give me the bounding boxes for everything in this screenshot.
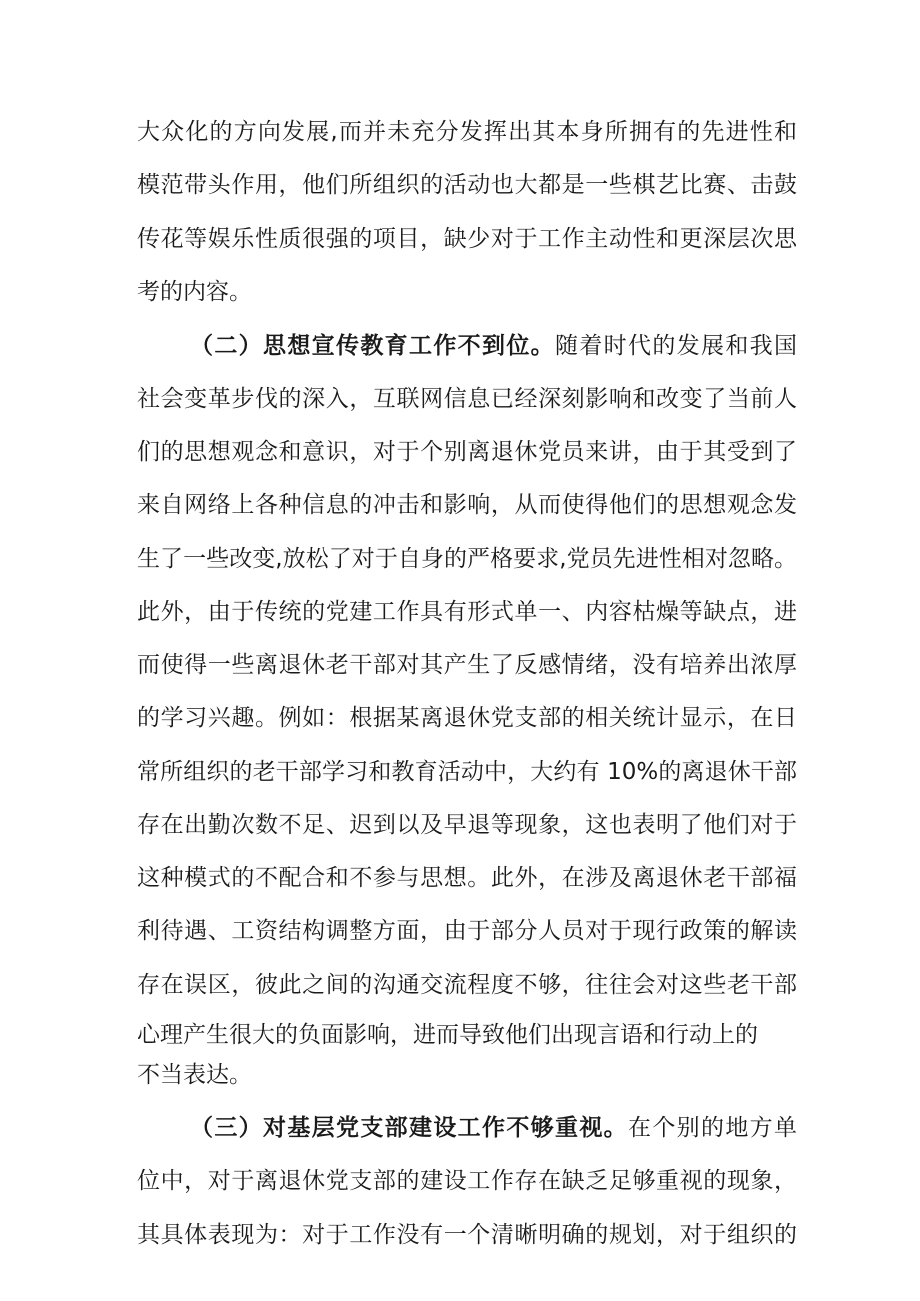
paragraph-2-line-4: 来自网络上各种信息的冲击和影响，从而使得他们的思想观念发 [137,492,797,518]
paragraph-2-line-12: 利待遇、工资结构调整方面，由于部分人员对于现行政策的解读 [137,918,797,944]
paragraph-2-line-5: 生了一些改变,放松了对于自身的严格要求,党员先进性相对忽略。 [137,546,797,572]
paragraph-2-line-9: 常所组织的老干部学习和教育活动中，大约有 10%的离退休干部 [137,759,797,785]
paragraph-1-line-2: 模范带头作用，他们所组织的活动也大都是一些棋艺比赛、击鼓 [137,172,797,198]
paragraph-2-line-13: 存在误区，彼此之间的沟通交流程度不够，往往会对这些老干部 [137,972,797,998]
paragraph-2-line-3: 们的思想观念和意识，对于个别离退休党员来讲，由于其受到了 [137,439,797,465]
paragraph-3-line-2: 位中，对于离退休党支部的建设工作存在缺乏足够重视的现象， [137,1168,797,1194]
paragraph-2-first-line [190,331,797,361]
paragraph-2-line-11: 这种模式的不配合和不参与思想。此外，在涉及离退休老干部福 [137,865,797,891]
paragraph-1-line-1: 大众化的方向发展,而并未充分发挥出其本身所拥有的先进性和 [137,119,797,145]
paragraph-2-line-14: 心理产生很大的负面影响，进而导致他们出现言语和行动上的 [137,1022,758,1048]
paragraph-3-first-line [190,1113,797,1143]
paragraph-2-line-8: 的学习兴趣。例如：根据某离退休党支部的相关统计显示，在日 [137,705,797,731]
paragraph-1-line-3: 传花等娱乐性质很强的项目，缺少对于工作主动性和更深层次思 [137,226,797,252]
paragraph-2-line-6: 此外，由于传统的党建工作具有形式单一、内容枯燥等缺点，进 [137,599,797,625]
paragraph-3-first-line-text: 在个别的地方单 [628,1115,798,1141]
paragraph-2-heading: （二）思想宣传教育工作不到位。 [190,333,555,359]
paragraph-3-line-3: 其具体表现为：对于工作没有一个清晰明确的规划，对于组织的 [137,1222,797,1248]
paragraph-2-line-7: 而使得一些离退休老干部对其产生了反感情绪，没有培养出浓厚 [137,652,797,678]
paragraph-3-heading: （三）对基层党支部建设工作不够重视。 [190,1115,628,1141]
paragraph-2-line-2: 社会变革步伐的深入，互联网信息已经深刻影响和改变了当前人 [137,386,797,412]
paragraph-2-line-15: 不当表达。 [137,1062,252,1088]
paragraph-1-line-4: 考的内容。 [137,279,252,305]
paragraph-2-first-line-text: 随着时代的发展和我国 [555,333,798,359]
paragraph-2-line-10: 存在出勤次数不足、迟到以及早退等现象，这也表明了他们对于 [137,812,797,838]
